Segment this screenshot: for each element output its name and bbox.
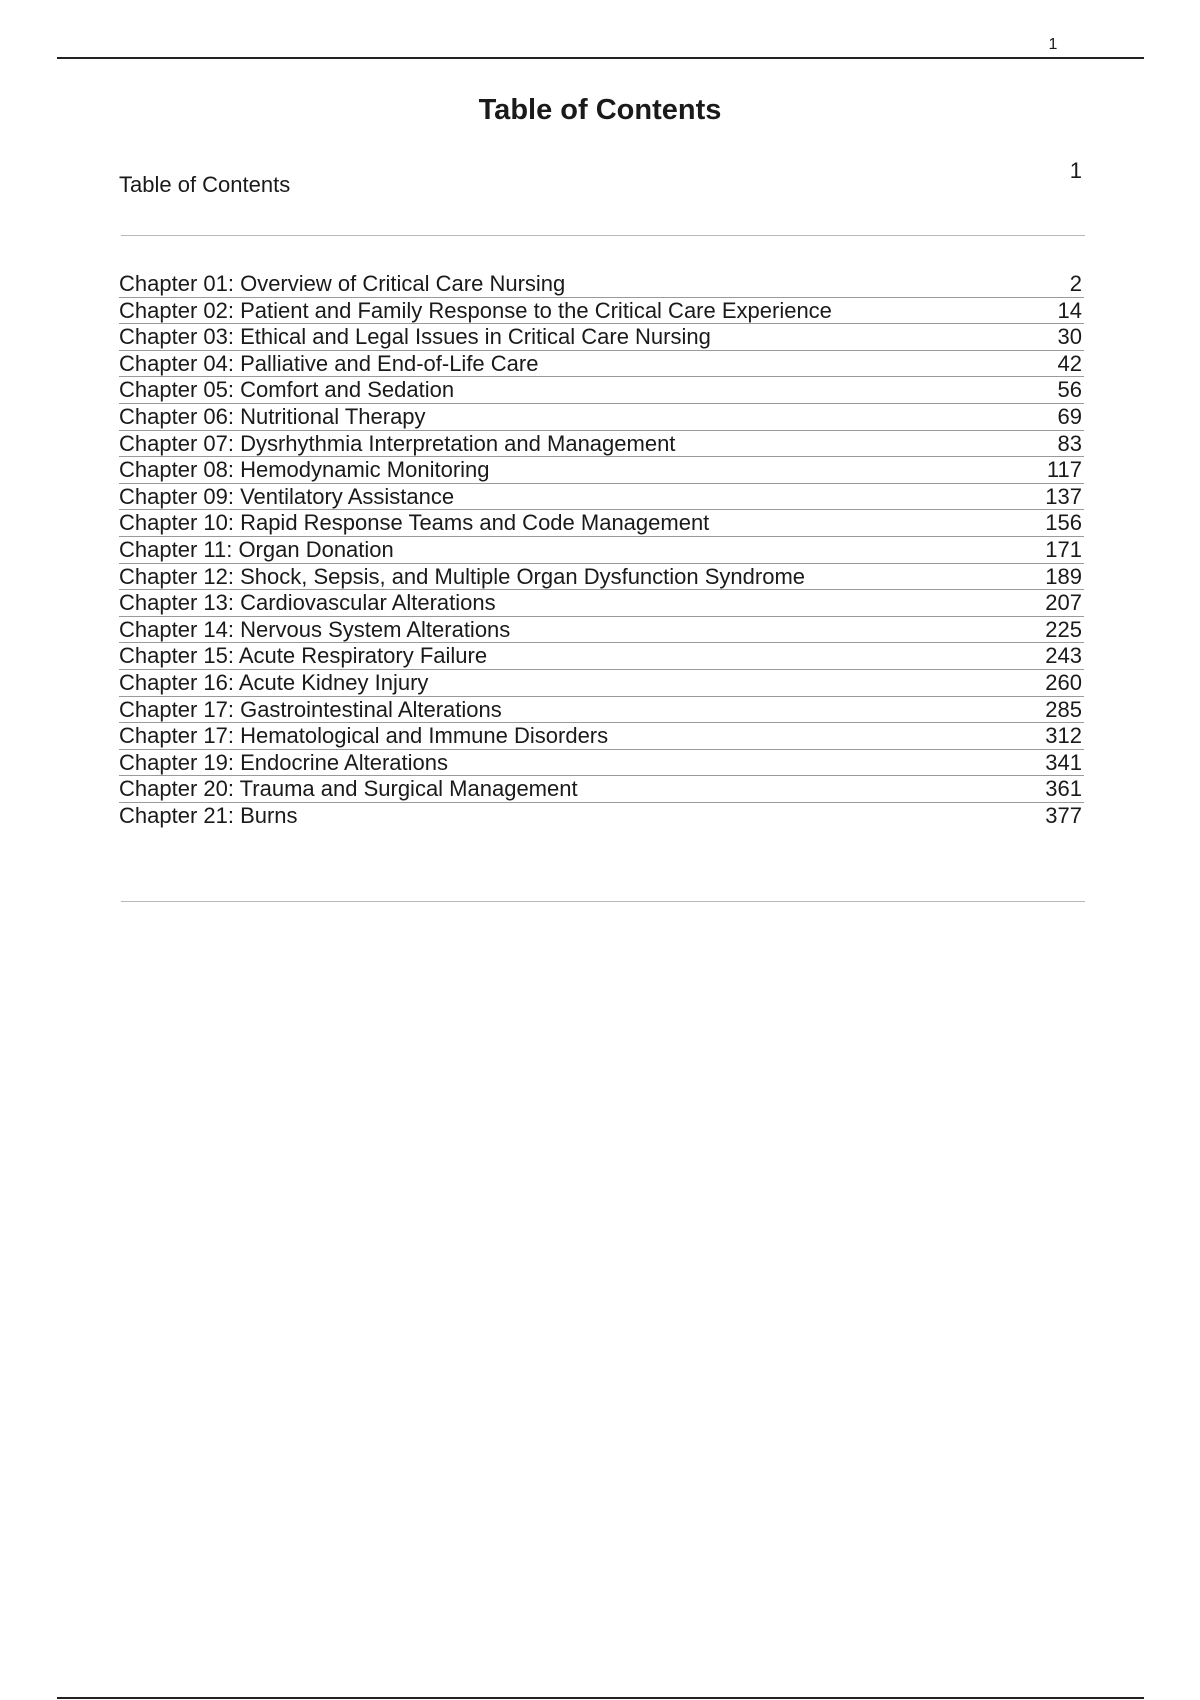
toc-entry-title: Chapter 12: Shock, Sepsis, and Multiple Organ Dysfunction Syndrome (119, 563, 806, 589)
toc-entry[interactable] (119, 377, 1084, 404)
toc-entry-title: Chapter 21: Burns (119, 802, 298, 828)
toc-entry-title: Chapter 02: Patient and Family Response to the Critical Care Experience (119, 297, 832, 323)
toc-entry[interactable] (119, 750, 1084, 777)
toc-entry-page: 156 (1045, 510, 1082, 536)
toc-entry[interactable] (119, 617, 1084, 644)
toc-entry[interactable] (119, 723, 1084, 750)
footer-rule (57, 1697, 1144, 1699)
toc-entry-page: 225 (1045, 616, 1082, 642)
toc-entry-title: Chapter 09: Ventilatory Assistance (119, 483, 455, 509)
toc-entry-page: 189 (1045, 563, 1082, 589)
toc-entry-page: 42 (1057, 350, 1082, 376)
toc-entry-page: 207 (1045, 590, 1082, 616)
toc-entry-page: 2 (1069, 271, 1082, 296)
toc-entry[interactable] (119, 404, 1084, 431)
toc-entry[interactable] (119, 298, 1084, 325)
toc-entry-page: 377 (1045, 802, 1082, 828)
toc-entry-title: Chapter 11: Organ Donation (119, 536, 394, 562)
section-divider-top (121, 235, 1085, 236)
section-divider-bottom (121, 901, 1085, 902)
toc-list (119, 271, 1084, 829)
toc-entry-title: Chapter 06: Nutritional Therapy (119, 403, 426, 429)
toc-entry[interactable] (119, 484, 1084, 511)
toc-entry-title: Chapter 19: Endocrine Alterations (119, 749, 448, 775)
toc-entry-page: 285 (1045, 696, 1082, 722)
toc-entry-page: 56 (1057, 377, 1082, 403)
toc-entry[interactable] (119, 590, 1084, 617)
toc-entry-title: Chapter 14: Nervous System Alterations (119, 616, 511, 642)
toc-entry-page: 341 (1045, 749, 1082, 775)
toc-entry-page: 171 (1045, 536, 1082, 562)
toc-self-entry-page: 1 (1069, 158, 1082, 183)
toc-entry-title: Chapter 08: Hemodynamic Monitoring (119, 457, 490, 483)
toc-entry[interactable] (119, 564, 1084, 591)
toc-entry-page: 117 (1046, 457, 1082, 483)
toc-entry[interactable] (119, 643, 1084, 670)
toc-entry[interactable] (119, 431, 1084, 458)
toc-entry-title: Chapter 10: Rapid Response Teams and Code Management (119, 510, 710, 536)
toc-entry[interactable] (119, 324, 1084, 351)
toc-entry[interactable] (119, 537, 1084, 564)
toc-entry[interactable] (119, 457, 1084, 484)
toc-entry-title: Chapter 03: Ethical and Legal Issues in Critical Care Nursing (119, 324, 711, 350)
toc-entry-page: 137 (1045, 483, 1082, 509)
toc-entry-title: Chapter 16: Acute Kidney Injury (119, 669, 429, 695)
page-number: 1 (1048, 36, 1058, 53)
toc-self-entry-label: Table of Contents (119, 172, 291, 197)
toc-entry-page: 312 (1045, 723, 1082, 749)
toc-entry-page: 69 (1057, 403, 1082, 429)
toc-entry-page: 83 (1057, 430, 1082, 456)
toc-entry[interactable] (119, 510, 1084, 537)
toc-entry-page: 14 (1057, 297, 1082, 323)
toc-entry-title: Chapter 20: Trauma and Surgical Management (119, 776, 578, 802)
toc-entry[interactable] (119, 670, 1084, 697)
toc-entry[interactable] (119, 271, 1084, 298)
toc-entry-title: Chapter 07: Dysrhythmia Interpretation and Management (119, 430, 676, 456)
toc-entry-title: Chapter 04: Palliative and End-of-Life Care (119, 350, 539, 376)
toc-entry-page: 243 (1045, 643, 1082, 669)
toc-entry-page: 260 (1045, 669, 1082, 695)
toc-entry-title: Chapter 17: Gastrointestinal Alterations (119, 696, 502, 722)
toc-entry-title: Chapter 17: Hematological and Immune Disorders (119, 723, 609, 749)
toc-self-entry[interactable] (119, 158, 1084, 202)
toc-entry-page: 361 (1045, 776, 1082, 802)
toc-entry[interactable] (119, 803, 1084, 830)
toc-entry[interactable] (119, 697, 1084, 724)
toc-entry-title: Chapter 13: Cardiovascular Alterations (119, 590, 496, 616)
toc-entry-title: Chapter 05: Comfort and Sedation (119, 377, 455, 403)
toc-entry[interactable] (119, 351, 1084, 378)
toc-entry-page: 30 (1057, 324, 1082, 350)
toc-entry-title: Chapter 15: Acute Respiratory Failure (119, 643, 488, 669)
toc-entry[interactable] (119, 776, 1084, 803)
header-rule (57, 57, 1144, 59)
page-title: Table of Contents (478, 94, 722, 126)
toc-entry-title: Chapter 01: Overview of Critical Care Nursing (119, 271, 566, 296)
